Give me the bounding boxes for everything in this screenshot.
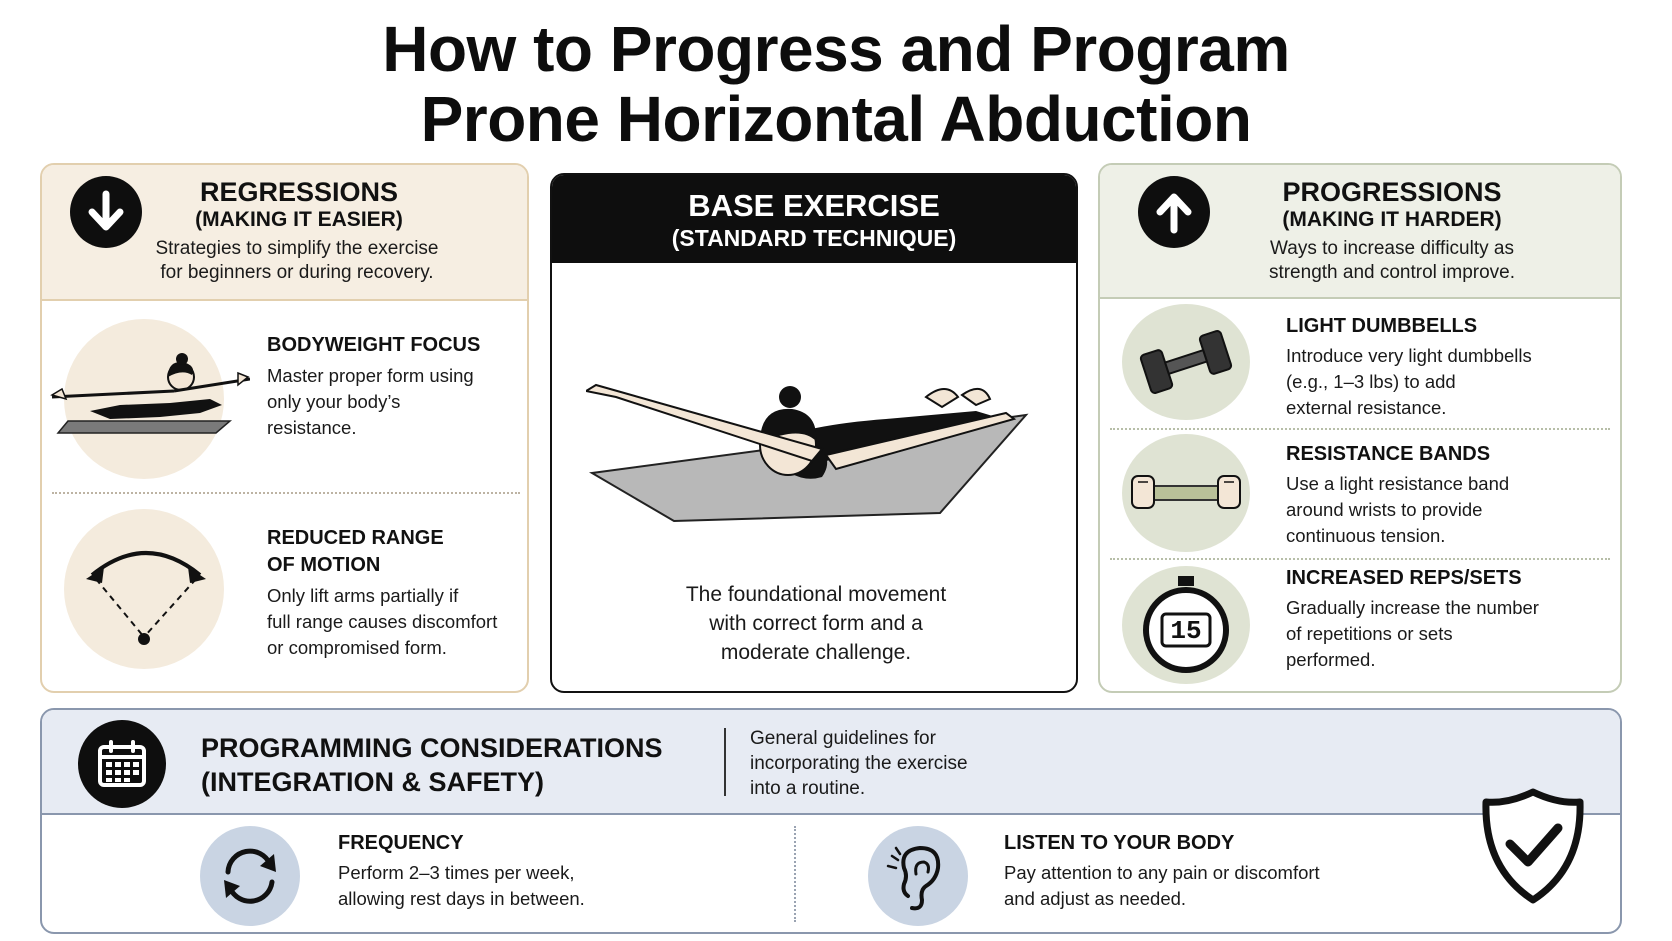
arrow-up-icon xyxy=(1138,176,1210,248)
listen-to-body-description: Pay attention to any pain or discomfort and adjust as needed. xyxy=(1004,862,1320,909)
light-dumbbells-description: Introduce very light dumbbells (e.g., 1–3 lbs) to add external resistance. xyxy=(1286,345,1532,418)
programming-panel xyxy=(40,708,1622,934)
light-dumbbells-title: LIGHT DUMBBELLS xyxy=(1286,315,1478,337)
divider xyxy=(52,492,520,494)
prone-figure-icon xyxy=(64,319,224,479)
regressions-panel xyxy=(40,163,529,693)
base-exercise-panel xyxy=(550,173,1078,693)
divider xyxy=(794,826,796,922)
increased-reps-title: INCREASED REPS/SETS xyxy=(1286,567,1522,589)
progressions-title: PROGRESSIONS xyxy=(1282,177,1502,207)
dumbbell-icon xyxy=(1122,304,1250,420)
resistance-bands-description: Use a light resistance band around wrists to provide continuous tension. xyxy=(1286,473,1510,546)
regressions-subtitle: (MAKING IT EASIER) xyxy=(195,208,403,231)
base-exercise-title: BASE EXERCISE xyxy=(688,188,940,223)
regressions-header xyxy=(42,165,527,301)
programming-description: General guidelines for incorporating the exercise into a routine. xyxy=(750,728,968,799)
ear-icon xyxy=(868,826,968,926)
title-line-2: Prone Horizontal Abduction xyxy=(420,83,1252,155)
progressions-header xyxy=(1100,165,1620,299)
bodyweight-focus-title: BODYWEIGHT FOCUS xyxy=(267,334,481,356)
shield-check-icon xyxy=(1478,786,1588,906)
stopwatch-icon xyxy=(1122,566,1250,684)
base-exercise-header xyxy=(552,175,1076,263)
base-exercise-subtitle: (STANDARD TECHNIQUE) xyxy=(671,225,957,251)
bodyweight-focus-description: Master proper form using only your body’s resistance. xyxy=(267,365,474,438)
progressions-subtitle: (MAKING IT HARDER) xyxy=(1282,208,1502,231)
timer-readout: 15 xyxy=(1170,616,1202,646)
regressions-title: REGRESSIONS xyxy=(199,177,399,207)
exercise-illustration xyxy=(586,345,1046,545)
regressions-description: Strategies to simplify the exercise for beginners or during recovery. xyxy=(155,238,439,283)
page-title xyxy=(0,14,1672,154)
increased-reps-description: Gradually increase the number of repetitions or sets performed. xyxy=(1286,597,1539,670)
base-exercise-description: The foundational movement with correct form and a moderate challenge. xyxy=(685,583,947,664)
frequency-description: Perform 2–3 times per week, allowing rest days in between. xyxy=(338,862,585,909)
calendar-icon xyxy=(78,720,166,808)
resistance-bands-title: RESISTANCE BANDS xyxy=(1286,443,1491,465)
repeat-arrows-icon xyxy=(200,826,300,926)
header-divider xyxy=(724,728,726,796)
programming-header xyxy=(42,710,1620,815)
progressions-description: Ways to increase difficulty as strength and control improve. xyxy=(1268,238,1516,283)
listen-to-body-title: LISTEN TO YOUR BODY xyxy=(1004,832,1235,854)
progressions-panel xyxy=(1098,163,1622,693)
title-line-1: How to Progress and Program xyxy=(382,13,1290,85)
programming-title: PROGRAMMING CONSIDERATIONS (INTEGRATION & SAFETY) xyxy=(201,733,663,797)
divider xyxy=(1110,558,1610,560)
range-arc-icon xyxy=(64,509,224,669)
reduced-range-title: REDUCED RANGE OF MOTION xyxy=(267,527,444,576)
resistance-band-icon xyxy=(1122,434,1250,552)
divider xyxy=(1110,428,1610,430)
frequency-title: FREQUENCY xyxy=(338,832,464,854)
reduced-range-description: Only lift arms partially if full range causes discomfort or compromised form. xyxy=(267,585,498,658)
